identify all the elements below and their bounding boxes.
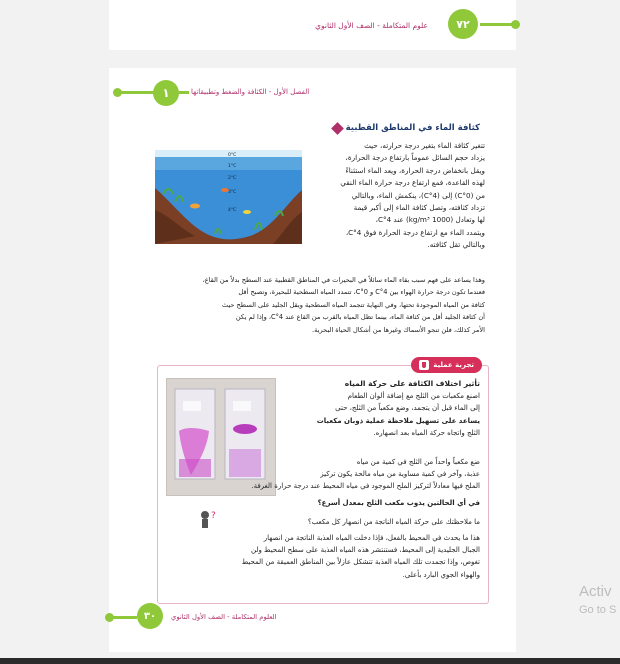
diamond-bullet-icon bbox=[331, 122, 344, 135]
previous-page-header: علوم المتكاملة - الصف الأول الثانوي bbox=[315, 21, 428, 30]
taskbar-strip bbox=[0, 658, 620, 664]
flask-icon bbox=[419, 360, 429, 370]
paragraph-line: وهذا يساعد على فهم سبب بقاء الماء سائلاً في البحيرات في المناطق القطبية عند السطح بدلاً من القاع، bbox=[202, 276, 485, 284]
experiment-line: إلى الماء قبل أن يتجمد، وضع مكعباً من الثلج، حتى bbox=[335, 404, 480, 413]
experiment-tag bbox=[411, 357, 482, 373]
intro-line: لها وتعادل (1000 kg/m³) عند 4°C، bbox=[375, 215, 485, 225]
lake-temperature-diagram bbox=[155, 150, 302, 244]
section-heading bbox=[333, 123, 480, 133]
thinking-figure-icon bbox=[198, 509, 218, 531]
experiment-line: عذبة، وآخر في كمية مساوية من مياه مالحة يكون تركيز bbox=[320, 470, 480, 479]
intro-paragraph bbox=[307, 140, 485, 252]
experiment-title: تأثير اختلاف الكثافة على حركة المياه bbox=[344, 379, 480, 388]
previous-page bbox=[109, 0, 516, 50]
previous-page-number: ٧٢ bbox=[448, 9, 478, 39]
footer-rule bbox=[111, 616, 137, 619]
paragraph-line: الأمر كذلك، فلن تنجو الأسماك وغيرها من أشكال الحياة البحرية. bbox=[312, 325, 485, 334]
experiment-text-c bbox=[170, 532, 480, 581]
chapter-page-number: ١ bbox=[153, 80, 179, 106]
intro-line: يزداد حجم السائل عموماً بارتفاع درجة الحرارة، bbox=[345, 153, 485, 163]
activation-watermark-title: Activ bbox=[579, 583, 612, 600]
intro-line: وبالتالي تقل كثافته. bbox=[427, 240, 485, 250]
paragraph-line: أن كثافة الجليد أقل من كثافة الماء، بينما تظل المياه بالقرب من القاع عند 4°C، وإذا لم يكن bbox=[235, 313, 485, 322]
temp-label-0: 0°C bbox=[228, 153, 237, 158]
experiment-question-1: في أي الحالتين يذوب مكعب الثلج بمعدل أسرع؟ bbox=[317, 499, 480, 507]
experiment-question-2: ما ملاحظتك على حركة المياه الناتجة من انصهار كل مكعب؟ bbox=[307, 518, 480, 526]
chapter-header: الفصل الأول - الكثافة والضغط وتطبيقاتها bbox=[191, 88, 310, 96]
experiment-line: تغوص، وإذا تجمدت تلك المياه العذبة تتشكل عازلاً بين المناطق العميقة من المحيط bbox=[241, 558, 480, 567]
section-title: كثافة الماء في المناطق القطبية bbox=[345, 123, 480, 133]
experiment-tag-label: تجربة عملية bbox=[433, 361, 474, 369]
footer-text: العلوم المتكاملة - الصف الأول الثانوي bbox=[171, 613, 277, 621]
experiment-line: هذا ما يحدث في المحيط بالفعل، فإذا دخلت المياه العذبة الناتجة من انصهار bbox=[263, 534, 480, 542]
intro-line: ويتمدد الماء مع ارتفاع درجة الحرارة فوق 4°C، bbox=[345, 227, 485, 237]
document-page bbox=[109, 68, 516, 652]
temp-label-1: 1°C bbox=[228, 164, 237, 169]
polar-lakes-paragraph bbox=[155, 274, 485, 336]
experiment-line: والهواء الجوي البارد بأعلى. bbox=[402, 570, 480, 579]
experiment-line: يساعد على تسهيل ملاحظة عملية ذوبان مكعبات bbox=[316, 416, 480, 425]
experiment-text-a bbox=[280, 378, 480, 439]
intro-line: من (0°C) إلى (4°C)، ينكمش الماء، وبالتالي bbox=[351, 190, 485, 200]
glasses-illustration bbox=[167, 379, 275, 495]
svg-text:?: ? bbox=[211, 511, 216, 521]
temp-label-2: 2°C bbox=[228, 176, 237, 181]
experiment-text-b bbox=[280, 456, 480, 480]
intro-line: ويقل بانخفاض درجة الحرارة، ويعد الماء استثناءً bbox=[345, 165, 485, 175]
experiment-text-b2 bbox=[170, 480, 480, 492]
temp-label-3: 3°C bbox=[228, 190, 237, 195]
temp-label-4: 4°C bbox=[228, 208, 237, 213]
intro-line: تتغير كثافة الماء بتغير درجة حرارته، حيث bbox=[364, 141, 485, 150]
chapter-rule bbox=[119, 91, 157, 94]
header-dot bbox=[511, 20, 520, 29]
experiment-line: الملح فيها معادلاً لتركيز الملح الموجود في مياه المحيط عند درجة حرارة الغرفة. bbox=[251, 482, 480, 490]
footer-page-number: ٣٠ bbox=[137, 603, 163, 629]
activation-watermark-subtitle: Go to S bbox=[579, 604, 617, 616]
intro-line: تزداد كثافته، وتصل كثافة الماء إلى أكبر قيمة bbox=[353, 203, 485, 213]
paragraph-line: فعندما تكون درجة حرارة الهواء بين 4°C و 0°C، تتمدد المياه السطحية للبحيرة، وتصبح أقل bbox=[238, 288, 485, 297]
intro-line: لهذه القاعدة، فمع ارتفاع درجة حرارة الماء النقي bbox=[340, 178, 485, 188]
paragraph-line: كثافة من المياه الموجودة تحتها، وفي النهاية تتجمد المياه السطحية ويقل الجليد على السطح حيث bbox=[221, 300, 485, 309]
experiment-line: الجبال الجليدية إلى المحيط، فستنتشر هذه المياه العذبة على سطح المحيط ولن bbox=[250, 546, 480, 555]
experiment-photo bbox=[166, 378, 276, 496]
experiment-line: الثلج واتجاه حركة المياه بعد انصهاره. bbox=[373, 428, 480, 437]
experiment-line: اصنع مكعبات من الثلج مع إضافة ألوان الطعام bbox=[347, 392, 480, 401]
experiment-box bbox=[157, 361, 489, 604]
experiment-line: ضع مكعباً واحداً من الثلج في كمية من مياه bbox=[356, 458, 480, 466]
chapter-rule-2 bbox=[179, 91, 189, 94]
